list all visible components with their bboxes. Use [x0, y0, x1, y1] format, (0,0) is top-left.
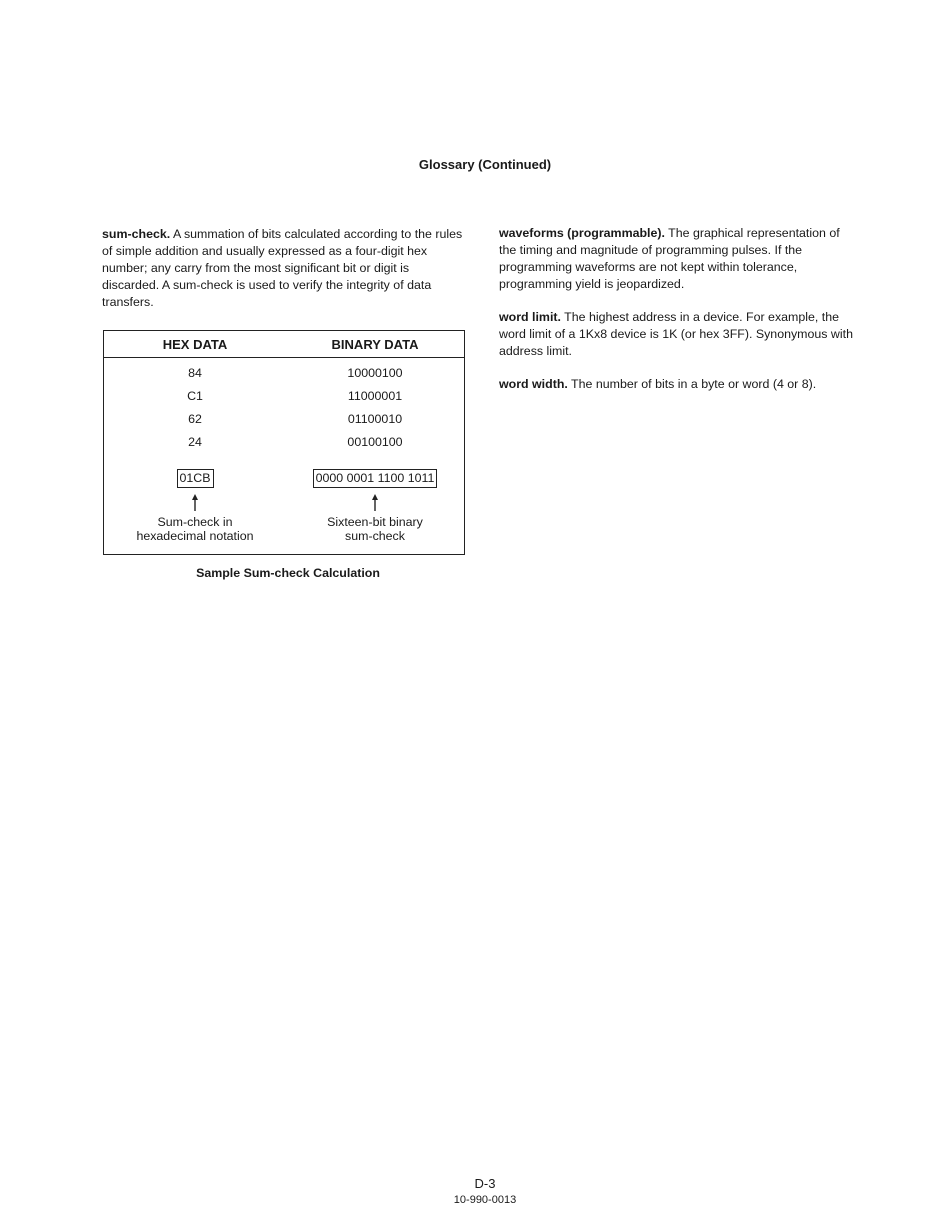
document-number: 10-990-0013: [453, 1194, 517, 1206]
glossary-term: sum-check.: [102, 227, 171, 241]
arrow-row: [104, 493, 464, 513]
table-row: [104, 361, 464, 384]
total-row: [104, 467, 464, 489]
glossary-definition: A summation of bits calculated according to the rules of simple addition and usually expressed as a four-digit hex number; any carry from the most significant bit or digit is discarded. A sum-check is used to verify the integrity of data transfers.: [102, 227, 463, 309]
glossary-term: word limit.: [499, 310, 561, 324]
hex-sum-check-box: 01CB: [177, 469, 214, 488]
binary-cell: 10000100: [347, 365, 403, 380]
binary-cell: 00100100: [347, 434, 403, 449]
glossary-entry-sum-check: [102, 226, 464, 311]
sum-check-table: [103, 330, 465, 555]
hex-cell: 84: [188, 365, 202, 380]
glossary-entry-waveforms: [499, 225, 859, 293]
table-caption: Sample Sum-check Calculation: [196, 566, 380, 580]
glossary-entry-word-width: [499, 376, 859, 393]
glossary-definition: The number of bits in a byte or word (4 or 8).: [567, 377, 817, 391]
page-number: D-3: [474, 1176, 496, 1191]
binary-cell: 11000001: [347, 388, 403, 403]
column-header-binary: BINARY DATA: [331, 336, 419, 352]
table-row: [104, 407, 464, 430]
arrow-up-icon: [190, 494, 200, 512]
hex-cell: C1: [187, 388, 203, 403]
glossary-entry-word-limit: [499, 309, 859, 360]
hex-cell: 62: [188, 411, 202, 426]
page-title: Glossary (Continued): [418, 157, 552, 172]
hex-note: Sum-check in hexadecimal notation: [136, 515, 254, 543]
glossary-definition: The graphical representation of the timing and magnitude of programming pulses. If the programming waveforms are not kept within tolerance, programming yield is jeopardized.: [499, 226, 840, 291]
table-row: [104, 430, 464, 453]
glossary-term: word width.: [499, 377, 568, 391]
left-column: [102, 226, 464, 327]
table-header: [104, 331, 464, 358]
right-column: [499, 225, 859, 409]
notes-row: [104, 515, 464, 543]
column-header-hex: HEX DATA: [162, 336, 228, 352]
table-row: [104, 384, 464, 407]
glossary-term: waveforms (programmable).: [499, 226, 665, 240]
hex-cell: 24: [188, 434, 202, 449]
binary-note: Sixteen-bit binary sum-check: [327, 515, 423, 543]
arrow-up-icon: [370, 494, 380, 512]
table-body: [104, 358, 464, 453]
glossary-definition: The highest address in a device. For example, the word limit of a 1Kx8 device is 1K (or hex 3FF). Synonymous with address limit.: [499, 310, 853, 358]
binary-sum-check-box: 0000 0001 1100 1011: [313, 469, 438, 488]
binary-cell: 01100010: [347, 411, 403, 426]
